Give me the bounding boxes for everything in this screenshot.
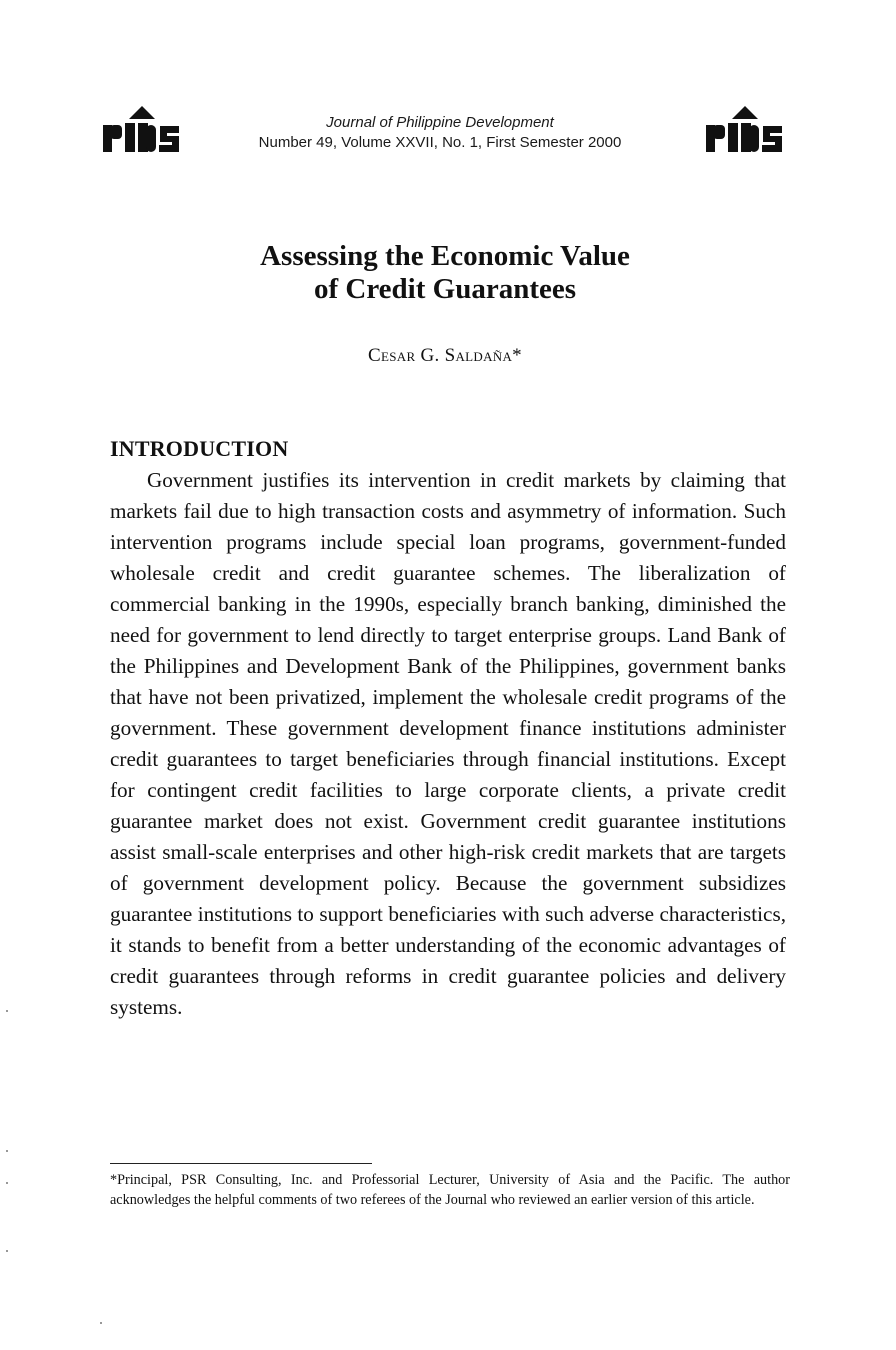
author-surname-initial: S (444, 345, 456, 366)
pids-logo-icon (103, 106, 181, 152)
pids-logo-icon (706, 106, 784, 152)
pids-logo-left (103, 106, 181, 152)
author-first-initial: C (368, 345, 381, 366)
scan-speck (6, 1150, 8, 1152)
section-heading: INTRODUCTION (110, 436, 289, 461)
article-title-line2: of Credit Guarantees (313, 273, 577, 305)
author-footnote-marker: * (512, 345, 522, 366)
journal-header (200, 113, 680, 153)
journal-issue: Number 49, Volume XXVII, No. 1, First Semester 2000 (258, 134, 622, 151)
journal-title: Journal of Philippine Development (326, 114, 554, 131)
pids-logo-right (706, 106, 784, 152)
author-name (0, 345, 890, 367)
author-surname-rest: aldaña (455, 345, 513, 366)
scan-speck (100, 1322, 102, 1324)
body-paragraph: Government justifies its intervention in credit markets by claiming that markets fail due to high transaction costs and asymmetry of information. Such intervention programs include special loan programs, government-funded wholesale credit and credit guarantee schemes. The liberalization of commercial banking in the 1990s, especially branch banking, diminished the need for government to lend directly to target enterprise groups. Land Bank of the Philippines and Development Bank of the Philippines, government banks that have not been privatized, implement the wholesale credit programs of the government. These government development finance institutions administer credit guarantees to target beneficiaries through financial institutions. Except for contingent credit facilities to large corporate clients, a private credit guarantee market does not exist. Government credit guarantee institutions assist small-scale enterprises and other high-risk credit markets that are targets of government development policy. Because the government subsidizes guarantee institutions to support beneficiaries with such adverse characteristics, it stands to benefit from a better understanding of the economic advantages of credit guarantees through reforms in credit guarantee policies and delivery systems. (110, 468, 786, 1019)
author-first-rest: esar (381, 345, 416, 366)
scan-speck (6, 1182, 8, 1184)
scan-speck (6, 1250, 8, 1252)
scan-speck (6, 1010, 8, 1012)
article-title (0, 240, 890, 306)
footnote-divider (110, 1163, 372, 1164)
footnote-text: *Principal, PSR Consulting, Inc. and Professorial Lecturer, University of Asia and the Pacific. The author acknowledges the helpful comments of two referees of the Journal who reviewed an earlier version of this article. (110, 1172, 790, 1208)
author-middle: G. (415, 345, 445, 366)
article-title-line1: Assessing the Economic Value (260, 240, 630, 272)
